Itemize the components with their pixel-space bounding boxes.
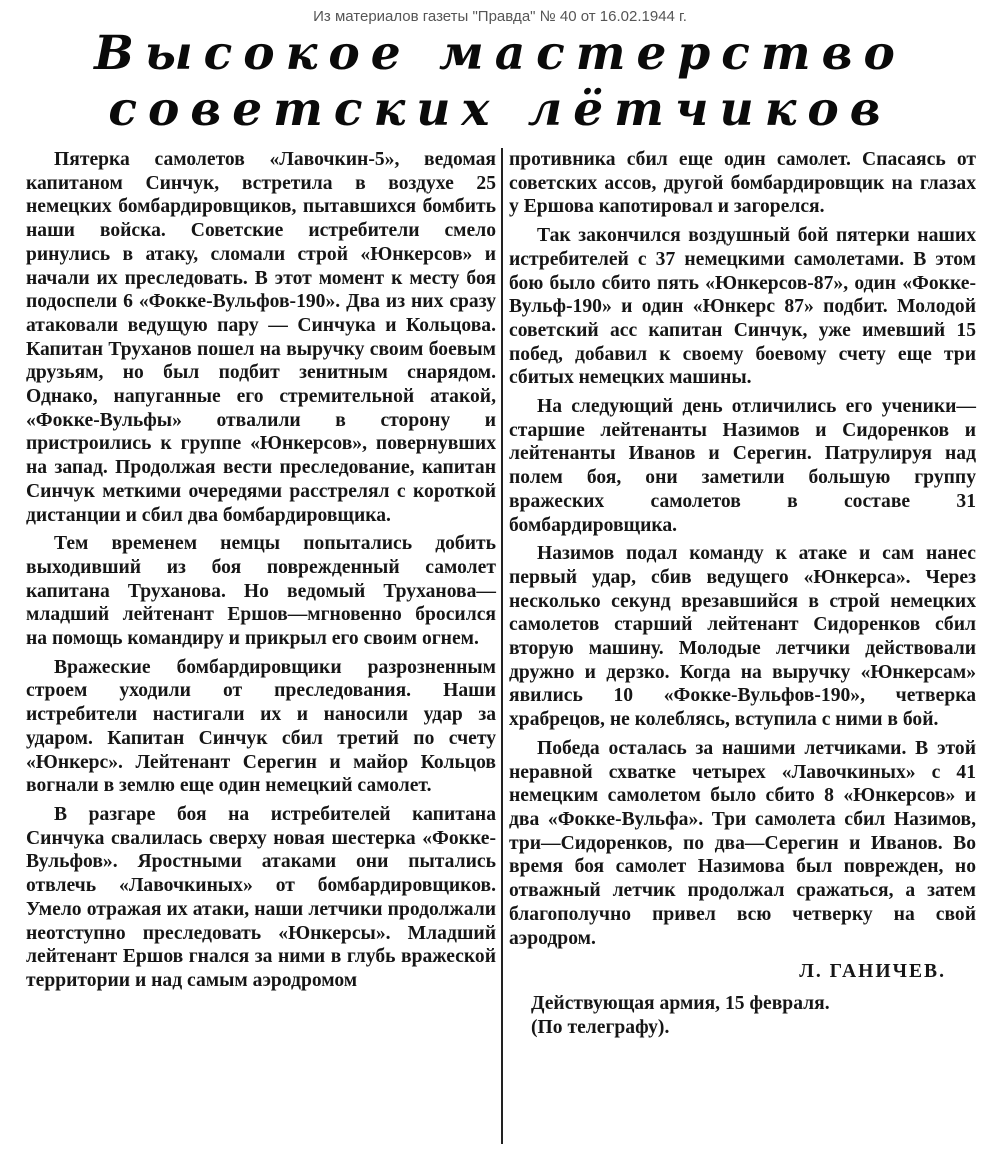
paragraph: Назимов подал команду к атаке и сам нанес первый удар, сбив ведущего «Юнкерса». Через несколько секунд врезавшийся в строй немецких самолетов старший лейтенант Сидоренков сбил вторую машину. Молодые летчики действовали дружно и дерзко. Когда на выручку «Юнкерсам» явились 10 «Фокке-Вульфов-190», четверка храбрецов, не колеблясь, вступила с ними в бой. <box>509 543 976 731</box>
source-caption: Из материалов газеты "Правда" № 40 от 16.02.1944 г. <box>313 8 687 25</box>
paragraph: противника сбил еще один самолет. Спасаясь от советских ассов, другой бомбардировщик на глазах у Ершова капотировал и загорелся. <box>509 149 976 218</box>
paragraph: В разгаре боя на истребителей капитана Синчука свалилась сверху новая шестерка «Фокке-Вульфов». Яростными атаками они пытались отвлечь «Лавочкиных» от бомбардировщиков. Умело отражая их атаки, наши летчики продолжали неотступно преследовать «Юнкерсы». Младший лейтенант Ершов гнался за ними в глубь вражеской территории и над самым аэродромом <box>26 803 496 991</box>
paragraph: На следующий день отличились его ученики—старшие лейтенанты Назимов и Сидоренков и лейтенанты Иванов и Серегин. Патрулируя над полем боя, они заметили большую группу вражеских самолетов в составе 31 бомбардировщика. <box>509 396 976 536</box>
paragraph: Тем временем немцы попытались добить выходивший из боя поврежденный самолет капитана Труханова. Но ведомый Труханова—младший лейтенант Ершов—мгновенно бросился на помощь командиру и прикрыл его своим огнем. <box>26 533 496 650</box>
article-column-left <box>26 148 496 993</box>
paragraph: Так закончился воздушный бой пятерки наших истребителей с 37 немецкими самолетами. В этом бою было сбито пять «Юнкерсов-87», один «Фокке-Вульф-190» и один «Юнкерс 87» подбит. Молодой советский асс капитан Синчук, уже имевший 15 побед, добавил к своему боевому счету еще три сбитых немецких машины. <box>509 225 976 389</box>
column-divider <box>501 148 503 1144</box>
article-headline <box>0 26 1000 138</box>
dateline-via: (По телеграфу). <box>531 1016 670 1038</box>
paragraph: Победа осталась за нашими летчиками. В этой неравной схватке четырех «Лавочкиных» с 41 немецким самолетом было сбито 8 «Юнкерсов» и два «Фокке-Вульфа». Три самолета сбил Назимов, три—Сидоренков, по два—Серегин и Иванов. Во время боя самолет Назимова был поврежден, но отважный летчик продолжал сражаться, а затем благополучно привел всю четверку на свой аэродром. <box>509 737 976 949</box>
author-signature: Л. ГАНИЧЕВ. <box>799 961 946 983</box>
dateline <box>509 992 976 1039</box>
headline-line-2: советских лётчиков <box>108 82 892 137</box>
dateline-place: Действующая армия, 15 февраля. <box>531 992 830 1014</box>
article-column-right <box>509 148 976 1039</box>
headline-line-1: Высокое мастерство <box>94 26 906 81</box>
paragraph: Вражеские бомбардировщики разрозненным строем уходили от преследования. Наши истребители настигали их и наносили удар за ударом. Капитан Синчук сбил третий по счету «Юнкерс». Лейтенант Серегин и майор Кольцов вогнали в землю еще один немецкий самолет. <box>26 656 496 797</box>
paragraph: Пятерка самолетов «Лавочкин-5», ведомая капитаном Синчук, встретила в воздухе 25 немецких бомбардировщиков, пытавшихся бомбить наши войска. Советские истребители смело ринулись в атаку, сломали строй «Юнкерсов» и начали их преследовать. В этот момент к месту боя подоспели 6 «Фокке-Вульфов-190». Два из них сразу атаковали ведущую пару — Синчука и Кольцова. Капитан Труханов пошел на выручку своим боевым друзьям, но был подбит зенитным снарядом. Однако, напуганные его стремительной атакой, «Фокке-Вульфы» отвалили в сторону и пристроились к группе «Юнкерсов», повернувших на запад. Продолжая вести преследование, капитан Синчук меткими очередями расстрелял с короткой дистанции и сбил два бомбардировщика. <box>26 149 496 526</box>
